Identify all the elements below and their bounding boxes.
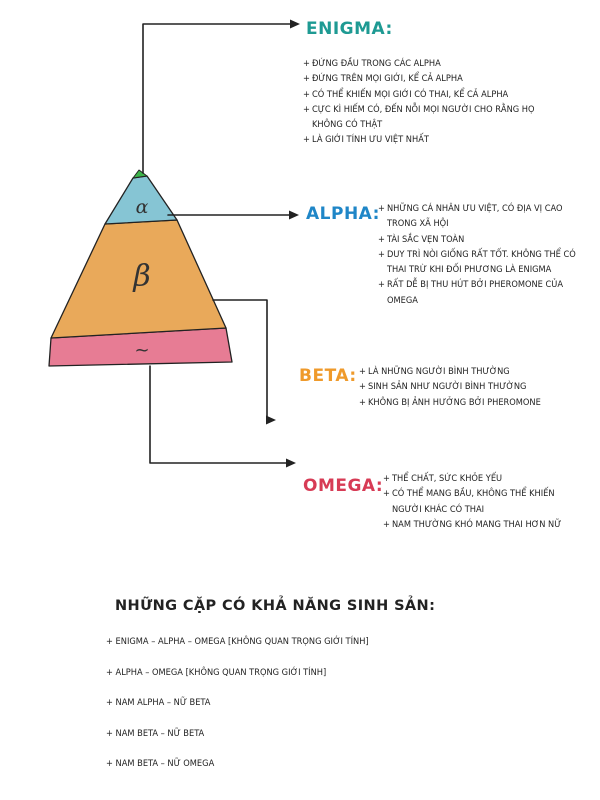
- list-item-text: + NHỮNG CÁ NHÂN ƯU VIỆT, CÓ ĐỊA VỊ CAO TRONG XÃ HỘI: [387, 203, 563, 230]
- list-item-text: + LÀ GIỚI TÍNH ƯU VIỆT NHẤT: [312, 134, 429, 146]
- list-item-text: + KHÔNG BỊ ẢNH HƯỞNG BỞI PHEROMONE: [368, 396, 541, 408]
- list-item-text: + THỂ CHẤT, SỨC KHỎE YẾU: [392, 473, 503, 484]
- list-item-text: + CÓ THỂ MANG BẦU, KHÔNG THỂ KHIẾN NGƯỜI KHÁC CÓ THAI: [392, 488, 555, 515]
- list-item-text: + TÀI SẮC VẸN TOÀN: [387, 233, 465, 245]
- alpha-symbol: α: [135, 196, 149, 218]
- list-item: [383, 486, 583, 517]
- list-item: [303, 87, 535, 102]
- list-item: [303, 102, 535, 133]
- list-item: [378, 201, 594, 232]
- omega-list: [383, 471, 583, 532]
- enigma-list: [303, 56, 535, 148]
- pairs-title: NHỮNG CẶP CÓ KHẢ NĂNG SINH SẢN:: [115, 598, 436, 614]
- list-item: [383, 471, 583, 486]
- list-item-text: + NAM THƯỜNG KHÓ MANG THAI HƠN NỮ: [392, 518, 562, 530]
- list-item-text: + RẤT DỄ BỊ THU HÚT BỞI PHEROMONE CỦA OMEGA: [387, 279, 563, 306]
- list-item-text: + ĐỨNG TRÊN MỌI GIỚI, KỂ CẢ ALPHA: [312, 73, 463, 85]
- beta-title: BETA:: [299, 366, 357, 386]
- list-item-text: + SINH SẢN NHƯ NGƯỜI BÌNH THƯỜNG: [368, 381, 527, 393]
- omega-title: OMEGA:: [303, 476, 384, 496]
- alpha-list: [378, 201, 594, 308]
- pair-item: + ALPHA – OMEGA [KHÔNG QUAN TRỌNG GIỚI TÍNH]: [106, 666, 327, 678]
- list-item: [359, 379, 589, 394]
- list-item: [378, 247, 594, 278]
- list-item-text: + ĐỨNG ĐẦU TRONG CÁC ALPHA: [312, 58, 441, 69]
- pair-item: + NAM BETA – NỮ BETA: [106, 727, 205, 739]
- omega-symbol: ~: [134, 340, 150, 361]
- enigma-title: ENIGMA:: [306, 19, 393, 39]
- pair-item: + NAM ALPHA – NỮ BETA: [106, 697, 211, 708]
- arrowhead-beta: [266, 416, 276, 425]
- list-item-text: + CỰC KÌ HIẾM CÓ, ĐẾN NỖI MỌI NGƯỜI CHO RẰNG HỌ KHÔNG CÓ THẬT: [312, 103, 535, 131]
- connector-enigma: [143, 24, 292, 173]
- arrowhead-enigma: [290, 20, 300, 29]
- pairs-list: [106, 635, 369, 788]
- arrowhead-alpha: [289, 211, 299, 220]
- list-item: [378, 232, 594, 247]
- list-item-text: + CÓ THỂ KHIẾN MỌI GIỚI CÓ THAI, KỂ CẢ ALPHA: [312, 88, 509, 100]
- list-item: [378, 277, 594, 308]
- pyramid-tip-enigma: [133, 170, 147, 178]
- beta-symbol: β: [133, 259, 151, 294]
- list-item-text: + LÀ NHỮNG NGƯỜI BÌNH THƯỜNG: [368, 366, 510, 377]
- pair-item: + NAM BETA – NỮ OMEGA: [106, 758, 215, 769]
- alpha-title: ALPHA:: [306, 204, 380, 224]
- list-item: [359, 395, 589, 410]
- arrowhead-omega: [286, 459, 296, 468]
- list-item: [303, 132, 535, 147]
- list-item-text: + DUY TRÌ NÒI GIỐNG RẤT TỐT. KHÔNG THỂ CÓ THAI TRỪ KHI ĐỐI PHƯƠNG LÀ ENIGMA: [387, 248, 576, 276]
- list-item: [303, 56, 535, 71]
- beta-list: [359, 364, 589, 410]
- list-item: [359, 364, 589, 379]
- list-item: [303, 71, 535, 86]
- list-item: [383, 517, 583, 532]
- pair-item: + ENIGMA – ALPHA – OMEGA [KHÔNG QUAN TRỌNG GIỚI TÍNH]: [106, 636, 369, 647]
